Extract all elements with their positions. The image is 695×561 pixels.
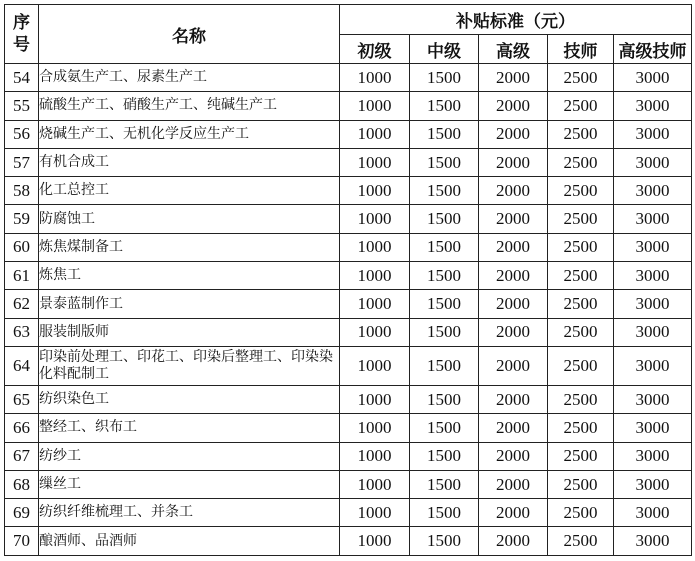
row-name: 景泰蓝制作工 <box>39 290 340 318</box>
row-name: 硫酸生产工、硝酸生产工、纯碱生产工 <box>39 92 340 120</box>
row-name: 印染前处理工、印花工、印染后整理工、印染染化料配制工 <box>39 346 340 385</box>
row-amount: 3000 <box>614 527 692 555</box>
row-seq: 62 <box>5 290 39 318</box>
row-amount: 2500 <box>548 92 614 120</box>
table-row <box>5 233 692 261</box>
row-seq: 70 <box>5 527 39 555</box>
row-name: 整经工、织布工 <box>39 414 340 442</box>
row-seq: 54 <box>5 64 39 92</box>
row-seq: 67 <box>5 442 39 470</box>
row-name: 化工总控工 <box>39 177 340 205</box>
table-row <box>5 385 692 413</box>
row-amount: 1000 <box>340 318 410 346</box>
row-name: 有机合成工 <box>39 148 340 176</box>
table-row <box>5 499 692 527</box>
row-amount: 1500 <box>410 120 479 148</box>
row-amount: 1500 <box>410 442 479 470</box>
row-amount: 2000 <box>479 499 548 527</box>
table-body <box>5 64 692 556</box>
row-amount: 1500 <box>410 385 479 413</box>
row-amount: 2500 <box>548 262 614 290</box>
row-amount: 1500 <box>410 290 479 318</box>
row-amount: 2000 <box>479 414 548 442</box>
row-amount: 1000 <box>340 442 410 470</box>
table-row <box>5 470 692 498</box>
row-seq: 61 <box>5 262 39 290</box>
row-amount: 1500 <box>410 148 479 176</box>
row-amount: 2000 <box>479 262 548 290</box>
level-header-intermediate: 中级 <box>410 35 479 64</box>
level-header-senior-technician: 高级技师 <box>614 35 692 64</box>
row-amount: 2500 <box>548 414 614 442</box>
row-amount: 2500 <box>548 64 614 92</box>
row-amount: 1000 <box>340 92 410 120</box>
row-amount: 3000 <box>614 177 692 205</box>
row-seq: 55 <box>5 92 39 120</box>
row-seq: 66 <box>5 414 39 442</box>
row-amount: 1500 <box>410 177 479 205</box>
row-name: 纺纱工 <box>39 442 340 470</box>
row-name: 合成氨生产工、尿素生产工 <box>39 64 340 92</box>
table-row <box>5 414 692 442</box>
row-amount: 1500 <box>410 92 479 120</box>
row-seq: 60 <box>5 233 39 261</box>
row-amount: 3000 <box>614 346 692 385</box>
row-name: 纺织染色工 <box>39 385 340 413</box>
row-name: 缫丝工 <box>39 470 340 498</box>
row-amount: 2500 <box>548 470 614 498</box>
table-row <box>5 92 692 120</box>
row-amount: 2000 <box>479 148 548 176</box>
row-amount: 3000 <box>614 92 692 120</box>
row-amount: 2000 <box>479 120 548 148</box>
row-name: 炼焦煤制备工 <box>39 233 340 261</box>
row-amount: 3000 <box>614 499 692 527</box>
row-amount: 2000 <box>479 177 548 205</box>
row-seq: 69 <box>5 499 39 527</box>
row-seq: 63 <box>5 318 39 346</box>
row-seq: 58 <box>5 177 39 205</box>
row-amount: 1500 <box>410 233 479 261</box>
row-amount: 2500 <box>548 148 614 176</box>
row-amount: 3000 <box>614 442 692 470</box>
table-row <box>5 148 692 176</box>
row-amount: 3000 <box>614 318 692 346</box>
row-amount: 3000 <box>614 414 692 442</box>
row-amount: 2500 <box>548 442 614 470</box>
row-amount: 2000 <box>479 92 548 120</box>
row-amount: 2000 <box>479 318 548 346</box>
row-amount: 1000 <box>340 414 410 442</box>
row-seq: 68 <box>5 470 39 498</box>
row-name: 烧碱生产工、无机化学反应生产工 <box>39 120 340 148</box>
row-amount: 1000 <box>340 499 410 527</box>
row-name: 纺织纤维梳理工、并条工 <box>39 499 340 527</box>
row-amount: 1500 <box>410 205 479 233</box>
row-name: 防腐蚀工 <box>39 205 340 233</box>
row-amount: 1500 <box>410 499 479 527</box>
row-amount: 2000 <box>479 385 548 413</box>
table-row <box>5 205 692 233</box>
table-row <box>5 64 692 92</box>
row-amount: 1000 <box>340 120 410 148</box>
row-amount: 1500 <box>410 414 479 442</box>
row-name: 炼焦工 <box>39 262 340 290</box>
row-amount: 3000 <box>614 385 692 413</box>
name-header: 名称 <box>39 5 340 64</box>
table-row <box>5 442 692 470</box>
table-row <box>5 290 692 318</box>
table-row <box>5 120 692 148</box>
row-amount: 2500 <box>548 527 614 555</box>
row-amount: 3000 <box>614 262 692 290</box>
row-amount: 2500 <box>548 290 614 318</box>
row-amount: 2500 <box>548 120 614 148</box>
row-amount: 2000 <box>479 64 548 92</box>
level-header-senior: 高级 <box>479 35 548 64</box>
table-row <box>5 262 692 290</box>
row-amount: 1000 <box>340 385 410 413</box>
row-amount: 3000 <box>614 470 692 498</box>
row-amount: 1000 <box>340 527 410 555</box>
row-amount: 3000 <box>614 64 692 92</box>
row-amount: 1000 <box>340 148 410 176</box>
row-amount: 2000 <box>479 527 548 555</box>
row-amount: 1000 <box>340 470 410 498</box>
row-amount: 1000 <box>340 64 410 92</box>
seq-header: 序号 <box>5 5 39 64</box>
row-amount: 2000 <box>479 442 548 470</box>
row-seq: 65 <box>5 385 39 413</box>
level-header-technician: 技师 <box>548 35 614 64</box>
level-header-junior: 初级 <box>340 35 410 64</box>
row-name: 服装制版师 <box>39 318 340 346</box>
row-seq: 56 <box>5 120 39 148</box>
row-amount: 2500 <box>548 177 614 205</box>
row-amount: 3000 <box>614 120 692 148</box>
row-amount: 1000 <box>340 205 410 233</box>
row-seq: 64 <box>5 346 39 385</box>
row-amount: 3000 <box>614 205 692 233</box>
row-amount: 2500 <box>548 385 614 413</box>
header-row-top <box>5 5 692 35</box>
row-amount: 2000 <box>479 233 548 261</box>
row-amount: 2500 <box>548 499 614 527</box>
row-amount: 1500 <box>410 64 479 92</box>
row-amount: 1000 <box>340 346 410 385</box>
table-row <box>5 527 692 555</box>
row-amount: 2500 <box>548 205 614 233</box>
row-amount: 1000 <box>340 233 410 261</box>
row-amount: 2000 <box>479 346 548 385</box>
row-name: 酿酒师、品酒师 <box>39 527 340 555</box>
row-amount: 1500 <box>410 527 479 555</box>
row-amount: 2000 <box>479 205 548 233</box>
table-row <box>5 318 692 346</box>
row-seq: 59 <box>5 205 39 233</box>
row-amount: 3000 <box>614 290 692 318</box>
row-amount: 1000 <box>340 290 410 318</box>
table-row <box>5 346 692 385</box>
row-amount: 2000 <box>479 470 548 498</box>
row-amount: 1000 <box>340 262 410 290</box>
row-amount: 2000 <box>479 290 548 318</box>
row-amount: 1500 <box>410 318 479 346</box>
row-amount: 1500 <box>410 346 479 385</box>
table-row <box>5 177 692 205</box>
row-amount: 2500 <box>548 233 614 261</box>
row-amount: 1500 <box>410 470 479 498</box>
subsidy-table <box>4 4 692 556</box>
row-amount: 2500 <box>548 318 614 346</box>
row-amount: 1500 <box>410 262 479 290</box>
row-amount: 3000 <box>614 148 692 176</box>
row-seq: 57 <box>5 148 39 176</box>
row-amount: 1000 <box>340 177 410 205</box>
subsidy-standard-header: 补贴标准（元） <box>340 5 692 35</box>
row-amount: 2500 <box>548 346 614 385</box>
row-amount: 3000 <box>614 233 692 261</box>
